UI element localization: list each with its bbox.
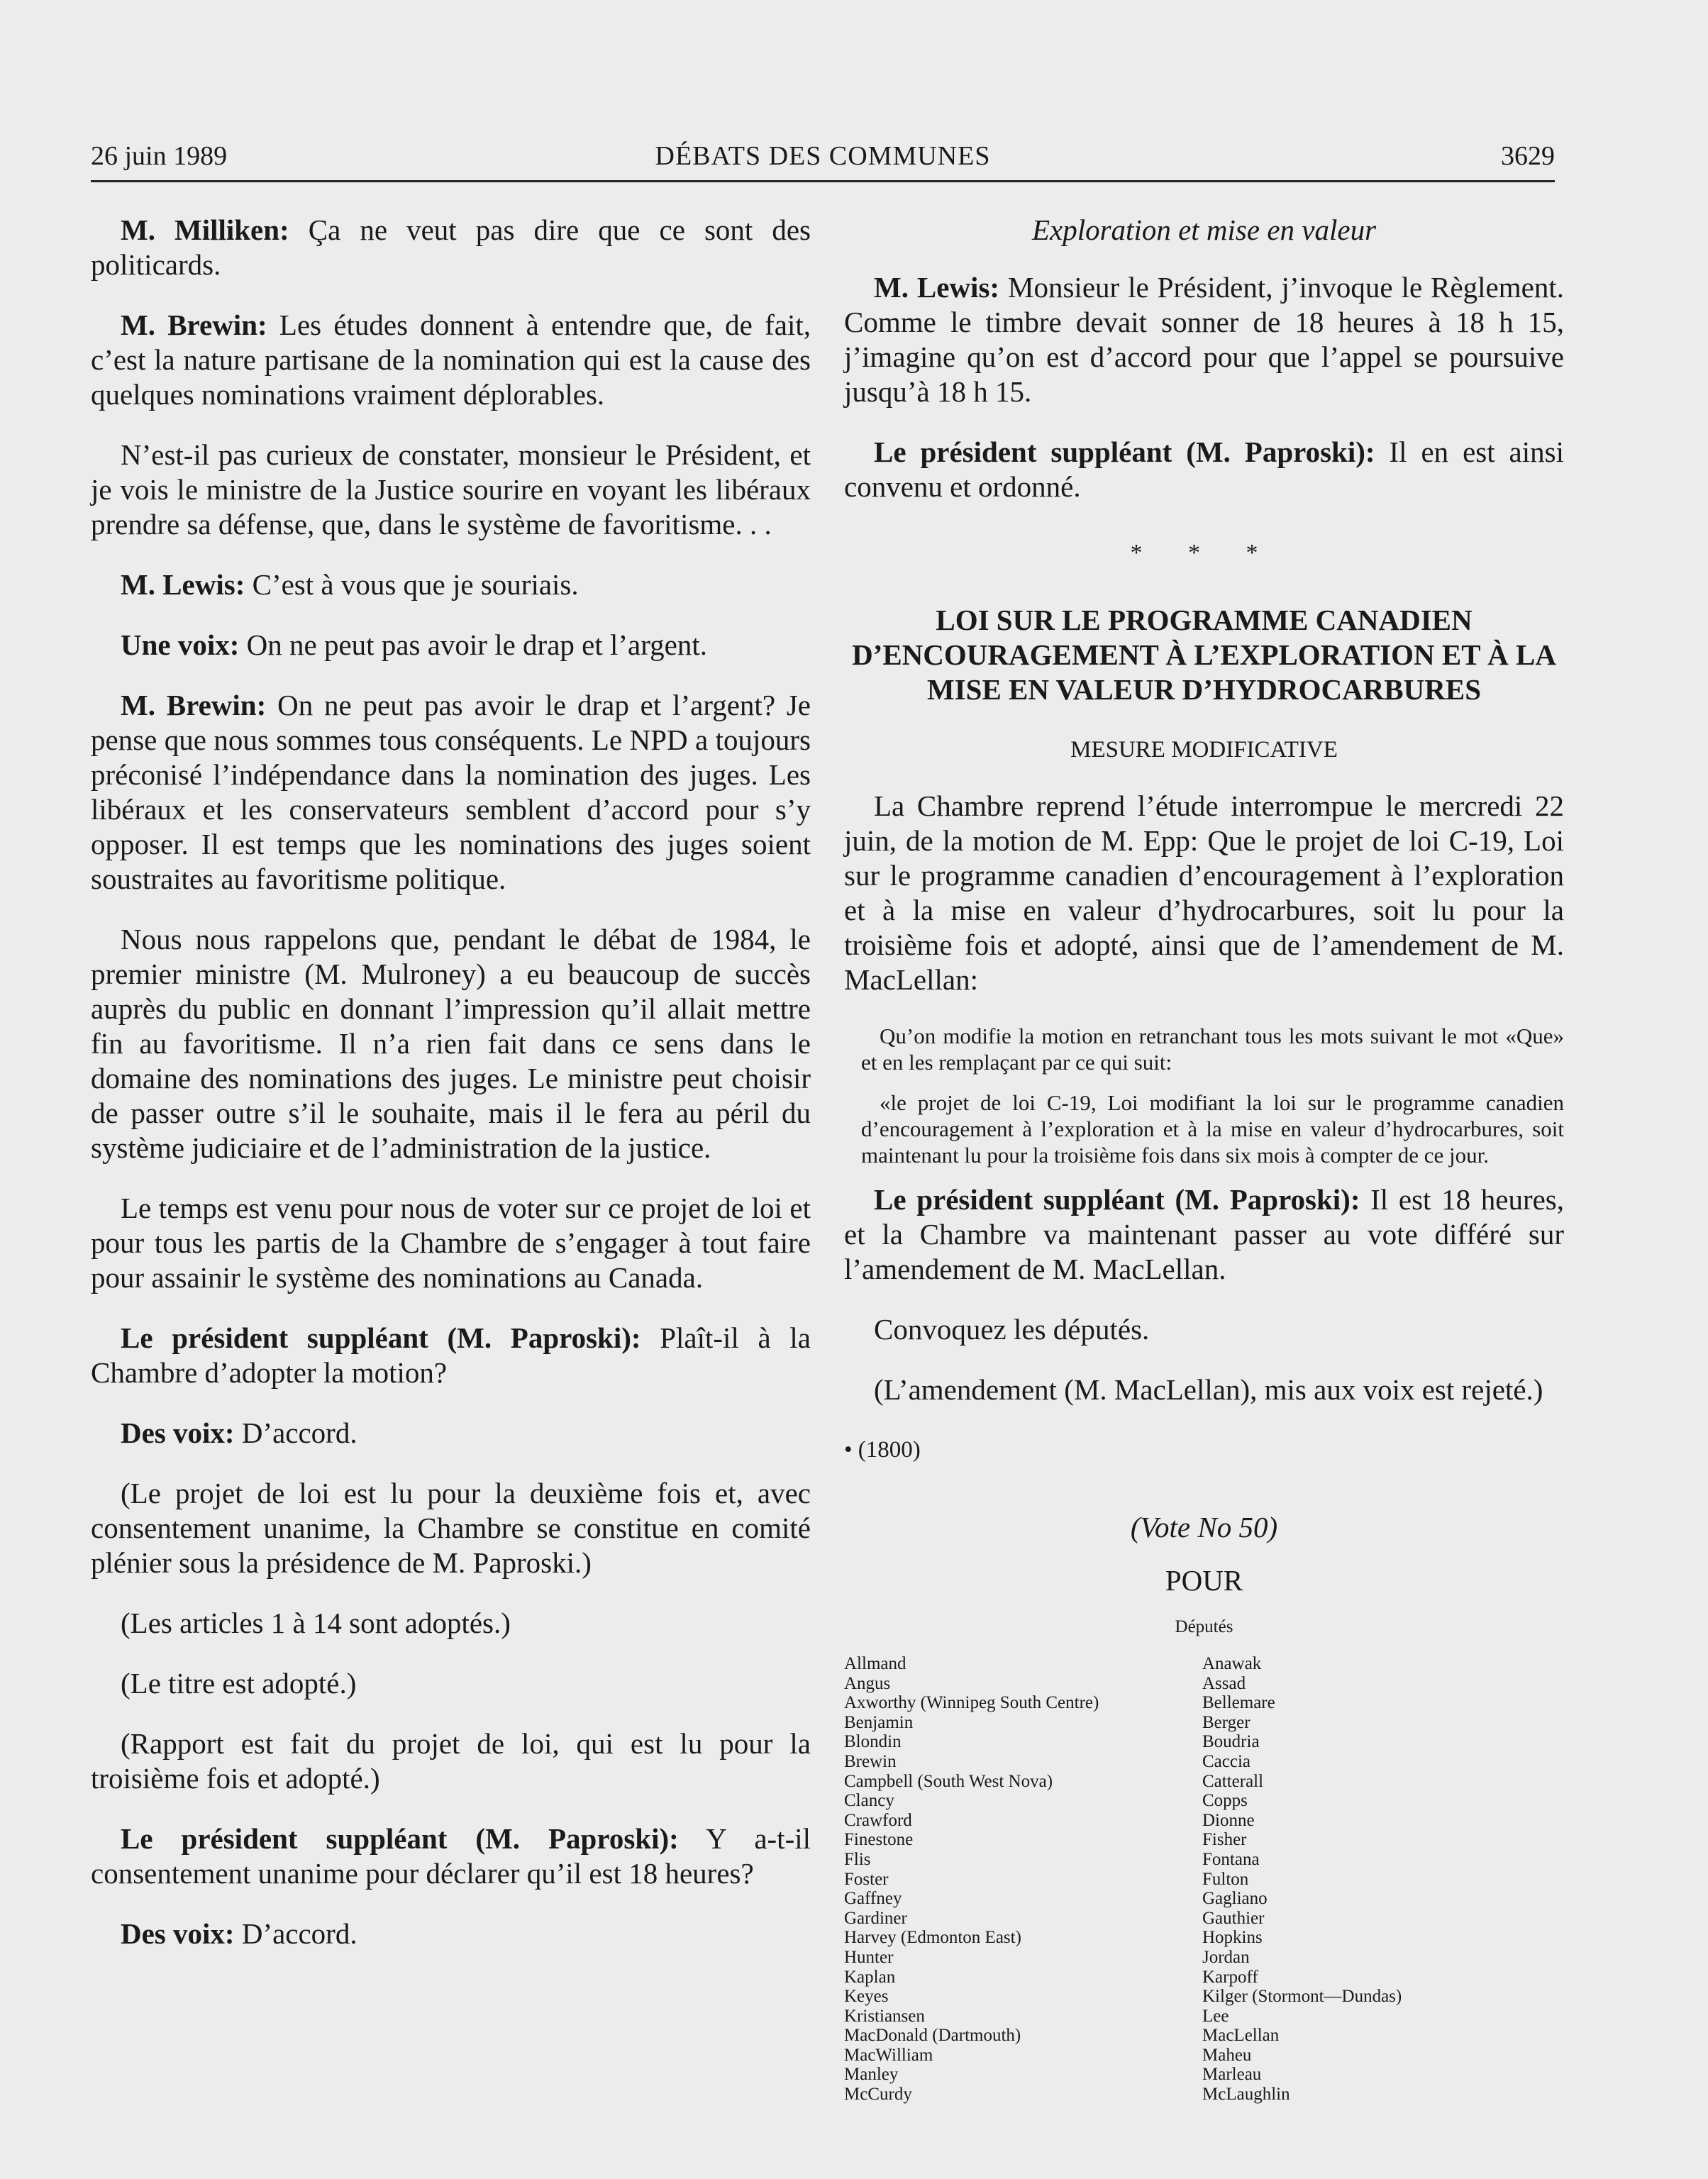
member-name: Benjamin	[844, 1712, 914, 1732]
paragraph: (L’amendement (M. MacLellan), mis aux voix est rejeté.)	[874, 1373, 1543, 1406]
member-name: Gauthier	[1202, 1908, 1265, 1928]
paragraph: La Chambre reprend l’étude interrompue le mercredi 22 juin, de la motion de M. Epp: Que le projet de loi C-19, Loi sur le programme canadien d’encouragement à l’exploration et à la mise en valeur d’hydrocarbures, soit lu pour la troisième fois et adopté, ainsi que de l’amendement de M. MacLellan:	[844, 789, 1564, 996]
paragraph: (Le projet de loi est lu pour la deuxième fois et, avec consentement unanime, la Chambre se constitue en comité plénier sous la présidence de M. Paproski.)	[91, 1477, 811, 1579]
paragraph: Des voix: D’accord.	[121, 1416, 357, 1449]
member-name: Kilger (Stormont—Dundas)	[1202, 1987, 1402, 2007]
paragraph: M. Lewis: C’est à vous que je souriais.	[121, 568, 579, 601]
paragraph: M. Milliken: Ça ne veut pas dire que ce sont des politicards.	[91, 214, 811, 281]
member-name: Kristiansen	[844, 2006, 925, 2026]
law-title: LOI SUR LE PROGRAMME CANADIEN D’ENCOURAGEMENT À L’EXPLORATION ET À LA MISE EN VALEUR D’HYDROCARBURES	[852, 604, 1556, 706]
member-name: Axworthy (Winnipeg South Centre)	[844, 1693, 1099, 1713]
left-column	[91, 213, 811, 1977]
member-name: Caccia	[1202, 1751, 1251, 1771]
speaker: Le président suppléant (M. Paproski):	[874, 436, 1375, 468]
paragraph: Une voix: On ne peut pas avoir le drap et l’argent.	[121, 628, 707, 661]
member-name: Foster	[844, 1869, 889, 1889]
members-column-left	[844, 1654, 1202, 2105]
speaker: Le président suppléant (M. Paproski):	[121, 1321, 641, 1354]
member-name: Brewin	[844, 1751, 897, 1771]
paragraph: M. Brewin: Les études donnent à entendre que, de fait, c’est la nature partisane de la nomination qui est la cause des quelques nominations vraiment déplorables.	[91, 309, 811, 411]
time-marker: • (1800)	[844, 1437, 921, 1463]
member-name: Allmand	[844, 1654, 906, 1673]
paragraph: Nous nous rappelons que, pendant le débat de 1984, le premier ministre (M. Mulroney) a eu beaucoup de succès auprès du public en donnant l’impression qu’il allait mettre fin au favoritisme. Il n’a rien fait dans ce sens dans le domaine des nominations des juges. Le ministre peut choisir de passer outre s’il le souhaite, mais il le fera au péril du système judiciaire et de l’administration de la justice.	[91, 923, 811, 1164]
member-name: McCurdy	[844, 2085, 912, 2105]
member-name: Hunter	[844, 1947, 894, 1967]
paragraph: M. Lewis: Monsieur le Président, j’invoque le Règlement. Comme le timbre devait sonner de 18 heures à 18 h 15, j’imagine qu’on est d’accord pour que l’appel se poursuive jusqu’à 18 h 15.	[844, 271, 1564, 408]
member-name: Berger	[1202, 1712, 1250, 1732]
member-name: Fontana	[1202, 1849, 1260, 1869]
member-name: Jordan	[1202, 1947, 1250, 1967]
member-name: Kaplan	[844, 1967, 896, 1987]
member-name: Harvey (Edmonton East)	[844, 1928, 1021, 1948]
member-name: Gaffney	[844, 1889, 902, 1909]
member-name: Keyes	[844, 1987, 889, 2007]
member-name: Anawak	[1202, 1654, 1262, 1673]
page-header	[91, 140, 1555, 179]
speaker: Le président suppléant (M. Paproski):	[121, 1822, 679, 1855]
member-name: Finestone	[844, 1830, 914, 1850]
member-name: Karpoff	[1202, 1967, 1258, 1987]
speaker: M. Brewin:	[121, 689, 267, 721]
paragraph: Convoquez les députés.	[874, 1313, 1150, 1346]
member-name: McLaughlin	[1202, 2085, 1290, 2105]
member-name: Fisher	[1202, 1830, 1247, 1850]
quoted-amendment: Qu’on modifie la motion en retranchant tous les mots suivant le mot «Que» et en les remplaçant par ce qui suit:	[861, 1024, 1564, 1075]
member-name: Bellemare	[1202, 1693, 1275, 1713]
paragraph: Le président suppléant (M. Paproski): Y a-t-il consentement unanime pour déclarer qu’il est 18 heures?	[91, 1822, 811, 1890]
paragraph: Des voix: D’accord.	[121, 1917, 357, 1950]
member-name: Dionne	[1202, 1810, 1255, 1830]
speaker: Le président suppléant (M. Paproski):	[874, 1183, 1360, 1216]
member-name: MacDonald (Dartmouth)	[844, 2026, 1021, 2046]
page-number: 3629	[1501, 141, 1555, 171]
member-name: MacLellan	[1202, 2026, 1280, 2046]
paragraph: N’est-il pas curieux de constater, monsieur le Président, et je vois le ministre de la Justice sourire en voyant les libéraux prendre sa défense, que, dans le système de favoritisme. . .	[91, 438, 811, 540]
paragraph: Le temps est venu pour nous de voter sur ce projet de loi et pour tous les partis de la Chambre de s’engager à tout faire pour assainir le système des nominations au Canada.	[91, 1192, 811, 1294]
right-column	[844, 213, 1564, 2105]
member-name: Catterall	[1202, 1771, 1264, 1791]
speaker: Des voix:	[121, 1416, 235, 1449]
header-rule	[91, 180, 1555, 182]
member-name: Gardiner	[844, 1908, 907, 1928]
members-heading: Députés	[1175, 1617, 1233, 1636]
speaker: M. Brewin:	[121, 309, 267, 341]
paragraph: M. Brewin: On ne peut pas avoir le drap et l’argent? Je pense que nous sommes tous conséquents. Le NPD a toujours préconisé l’indépendance dans la nomination des juges. Les libéraux et les conservateurs semblent d’accord pour s’y opposer. Il est temps que les nominations des juges soient soustraites au favoritisme politique.	[91, 689, 811, 895]
paragraph: Le président suppléant (M. Paproski): Il en est ainsi convenu et ordonné.	[844, 436, 1564, 503]
publication-title: DÉBATS DES COMMUNES	[655, 141, 991, 171]
header-date: 26 juin 1989	[91, 141, 228, 171]
member-name: Crawford	[844, 1810, 912, 1830]
speaker: M. Lewis:	[874, 271, 1000, 304]
member-name: MacWilliam	[844, 2045, 933, 2065]
members-list	[844, 1654, 1564, 2105]
quoted-amendment: «le projet de loi C-19, Loi modifiant la loi sur le programme canadien d’encouragement à l’exploration et à la mise en valeur d’hydrocarbures, soit maintenant lu pour la troisième fois dans six mois à compter de ce jour.	[861, 1090, 1564, 1168]
paragraph: (Les articles 1 à 14 sont adoptés.)	[121, 1607, 511, 1639]
member-name: Assad	[1202, 1673, 1246, 1693]
vote-number: (Vote No 50)	[1130, 1511, 1278, 1543]
member-name: Manley	[844, 2065, 899, 2085]
member-name: Fulton	[1202, 1869, 1249, 1889]
member-name: Gagliano	[1202, 1889, 1268, 1909]
vote-heading: POUR	[1165, 1564, 1243, 1597]
member-name: Flis	[844, 1849, 871, 1869]
member-name: Blondin	[844, 1732, 902, 1752]
paragraph: (Le titre est adopté.)	[121, 1667, 357, 1700]
member-name: Lee	[1202, 2006, 1229, 2026]
speaker: Des voix:	[121, 1917, 235, 1950]
member-name: Clancy	[844, 1791, 894, 1811]
member-name: Hopkins	[1202, 1928, 1263, 1948]
members-column-right	[1202, 1654, 1560, 2105]
member-name: Maheu	[1202, 2045, 1252, 2065]
member-name: Angus	[844, 1673, 891, 1693]
speaker: M. Lewis:	[121, 568, 245, 601]
paragraph: Le président suppléant (M. Paproski): Il est 18 heures, et la Chambre va maintenant passer au vote différé sur l’amendement de M. MacLellan.	[844, 1183, 1564, 1285]
member-name: Campbell (South West Nova)	[844, 1771, 1053, 1791]
section-title: Exploration et mise en valeur	[1031, 214, 1377, 246]
member-name: Copps	[1202, 1791, 1248, 1811]
section-separator: * * *	[1130, 540, 1278, 566]
paragraph: Le président suppléant (M. Paproski): Plaît-il à la Chambre d’adopter la motion?	[91, 1321, 811, 1389]
member-name: Boudria	[1202, 1732, 1260, 1752]
member-name: Marleau	[1202, 2065, 1262, 2085]
law-subtitle: MESURE MODIFICATIVE	[1070, 737, 1338, 763]
speaker: Une voix:	[121, 628, 240, 661]
paragraph: (Rapport est fait du projet de loi, qui est lu pour la troisième fois et adopté.)	[91, 1727, 811, 1795]
speaker: M. Milliken:	[121, 214, 289, 246]
